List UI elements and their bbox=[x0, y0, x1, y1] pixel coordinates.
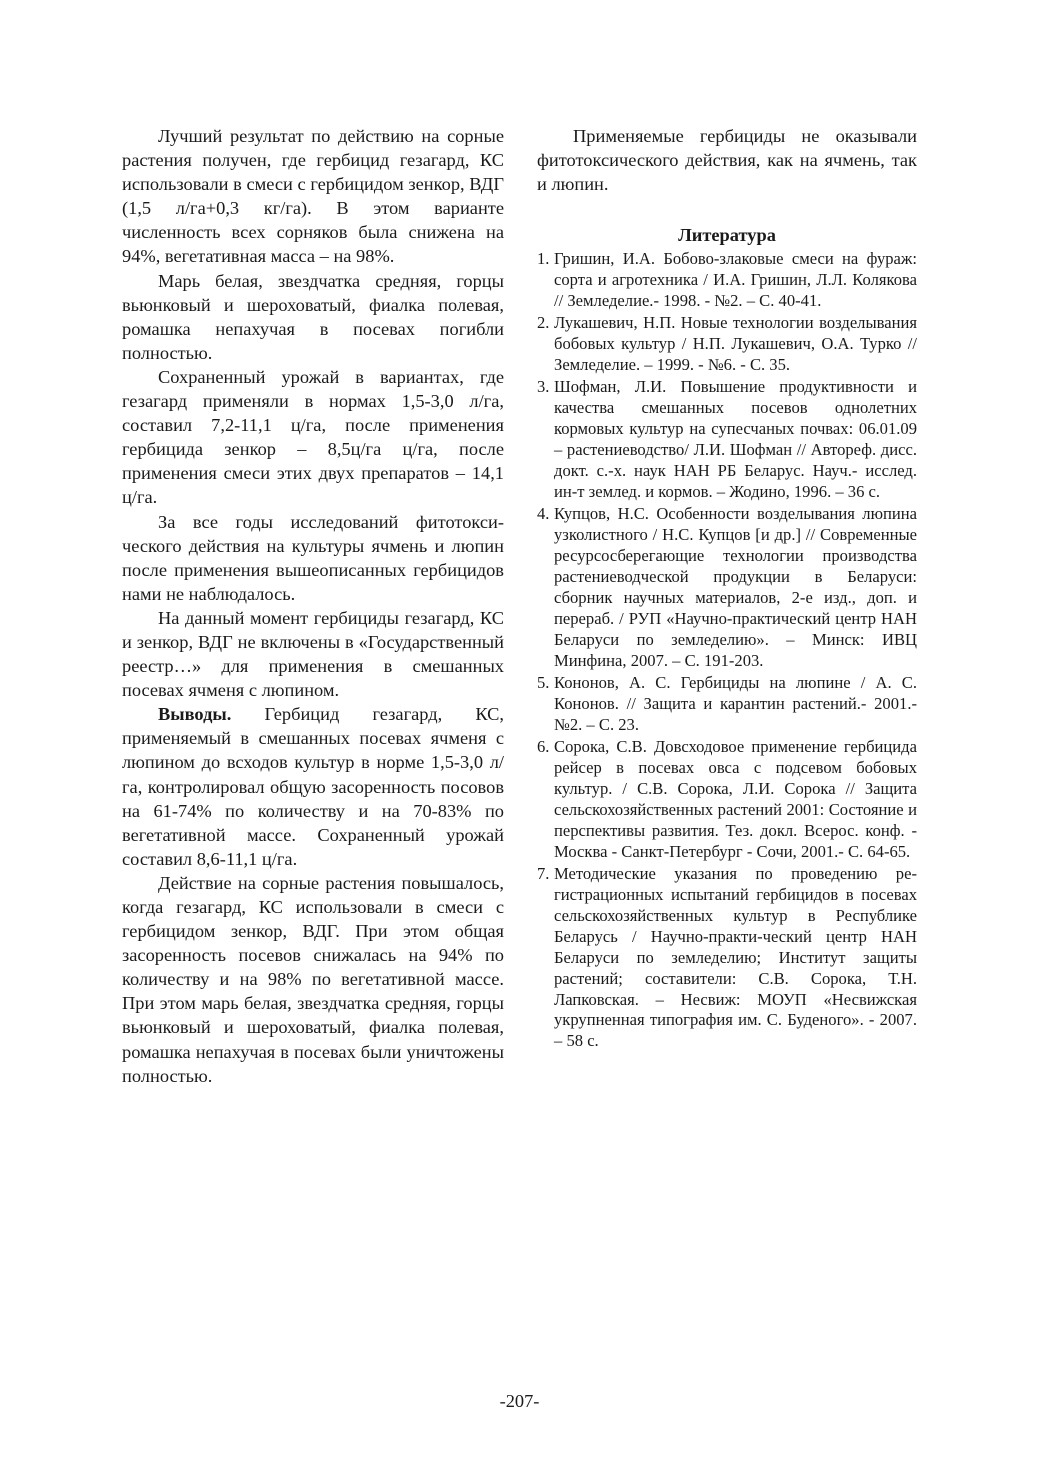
reference-item bbox=[537, 737, 917, 862]
reference-text: Кононов, А. С. Гербициды на люпине / А. С. Кононов. // Защита и карантин растений.- 2001.- №2. – С. 23. bbox=[554, 672, 917, 734]
reference-number: 6. bbox=[537, 737, 550, 757]
conclusions-paragraph bbox=[122, 702, 504, 871]
reference-text: Лукашевич, Н.П. Новые технологии возделывания бобовых культур / Н.П. Лукашевич, О.А. Турко // Земледелие. – 1999. - №6. - С. 35. bbox=[554, 313, 917, 374]
page-number: -207- bbox=[499, 1391, 540, 1411]
reference-number: 1. bbox=[537, 248, 550, 268]
reference-item bbox=[537, 249, 917, 312]
reference-number: 7. bbox=[537, 864, 550, 884]
reference-text: Методические указания по проведению регистрационных испытаний гербицидов в посевах сельскохозяйственных культур в Республике Беларусь / Научно-практи-ческий центр НАН Беларуси по земледелию; Институт защиты растений; составители: С.В. Сорока, Т.Н. Лапковская. – Несвиж: МОУП «Несвижская укрупненная типография им. С. Буденого». - 2007. – 58 с. bbox=[554, 864, 917, 1051]
body-paragraph: На данный момент гербициды гезагард, КС и зенкор, ВДГ не включены в «Государственный реестр…» для применения в смешанных посевах ячменя с люпином. bbox=[122, 607, 504, 701]
body-paragraph: Действие на сорные растения повышалось, когда гезагард, КС использовали в смеси с гербицидом зенкор, ВДГ. При этом общая засоренность посевов снижалась на 94% по количеству и на 98% по вегетативной массе. При этом марь белая, звездчатка средняя, горцы вьюнковый и шероховатый, фиалка полевая, ромашка непахучая в посевах были уничтожены полностью. bbox=[122, 872, 504, 1086]
reference-item bbox=[537, 864, 917, 1052]
right-column bbox=[537, 124, 917, 1052]
conclusions-heading: Выводы. bbox=[158, 704, 232, 725]
reference-item bbox=[537, 313, 917, 376]
body-paragraph: Марь белая, звездчатка средняя, горцы вьюнковый и шероховатый, фиалка полевая, ромашка непахучая в посевах погибли полностью. bbox=[122, 270, 504, 363]
body-paragraph: Лучший результат по действию на сорные растения получен, где гербицид гезагард, КС использовали в смеси с гербицидом зенкор, ВДГ (1,5 л/га+0,3 кг/га). В этом варианте численность всех сорняков была снижена на 94%, вегетативная масса – на 98%. bbox=[122, 126, 504, 267]
reference-text: Гришин, И.А. Бобово-злаковые смеси на фураж: сорта и агротехника / И.А. Гришин, Л.Л. Колякова // Земледелие.- 1998. - №2. – С. 40-41. bbox=[554, 248, 917, 310]
reference-number: 5. bbox=[537, 672, 550, 692]
reference-text: Сорока, С.В. Довсходовое применение гербицида рейсер в посевах овса с подсевом бобовых культур. / С.В. Сорока, Л.И. Сорока // Защита сельскохозяйственных растений 2001: Состояние и перспективы развития. Тез. докл. Всерос. конф. - Москва - Санкт-Петербург - Сочи, 2001.- С. 64-65. bbox=[554, 737, 917, 861]
reference-list bbox=[537, 249, 917, 1052]
body-paragraph: За все годы исследований фитотоксического действия на культуры ячмень и люпин после применения вышеописанных гербицидов нами не наблюдалось. bbox=[122, 511, 504, 604]
body-paragraph: Сохраненный урожай в вариантах, где гезагард применяли в нормах 1,5-3,0 л/га, составил 7,2-11,1 ц/га, после применения гербицида зенкор – 8,5ц/га ц/га, после применения смеси этих двух препаратов – 14,1 ц/га. bbox=[122, 366, 504, 508]
body-paragraph: Применяемые гербициды не оказывали фитотоксического действия, как на ячмень, так и люпин. bbox=[537, 126, 917, 195]
literature-heading: Литература bbox=[678, 225, 776, 246]
conclusions-text: Гербицид гезагард, КС, применяемый в смешанных посевах ячменя с люпином до всходов культур в норме 1,5-3,0 л/га, контролировал общую засоренность посовов на 61-74% по количеству и на 70-83% по вегетативной массе. Сохраненный урожай составил 8,6-11,1 ц/га. bbox=[122, 704, 504, 869]
reference-number: 2. bbox=[537, 313, 550, 332]
reference-item bbox=[537, 504, 917, 671]
reference-item bbox=[537, 377, 917, 502]
reference-number: 3. bbox=[537, 377, 550, 397]
reference-item bbox=[537, 673, 917, 736]
reference-number: 4. bbox=[537, 504, 550, 524]
left-column bbox=[122, 124, 504, 1088]
reference-text: Шофман, Л.И. Повышение продуктивности и качества смешанных посевов однолетних кормовых культур на супесчаных почвах: 06.01.09 – растениеводство/ Л.И. Шофман // Автореф. дисс. докт. с.-х. наук НАН РБ Беларус. Науч.- исслед. ин-т землед. и кормов. – Жодино, 1996. – 36 с. bbox=[554, 377, 917, 501]
reference-text: Купцов, Н.С. Особенности возделывания люпина узколистного / Н.С. Купцов [и др.] // Современные ресурсосберегающие технологии производства растениеводческой продукции в Беларуси: сборник научных материалов, 2-е изд., доп. и перераб. / РУП «Научно-практический центр НАН Беларуси по земледелию». – Минск: ИВЦ Минфина, 2007. – С. 191-203. bbox=[554, 504, 917, 670]
